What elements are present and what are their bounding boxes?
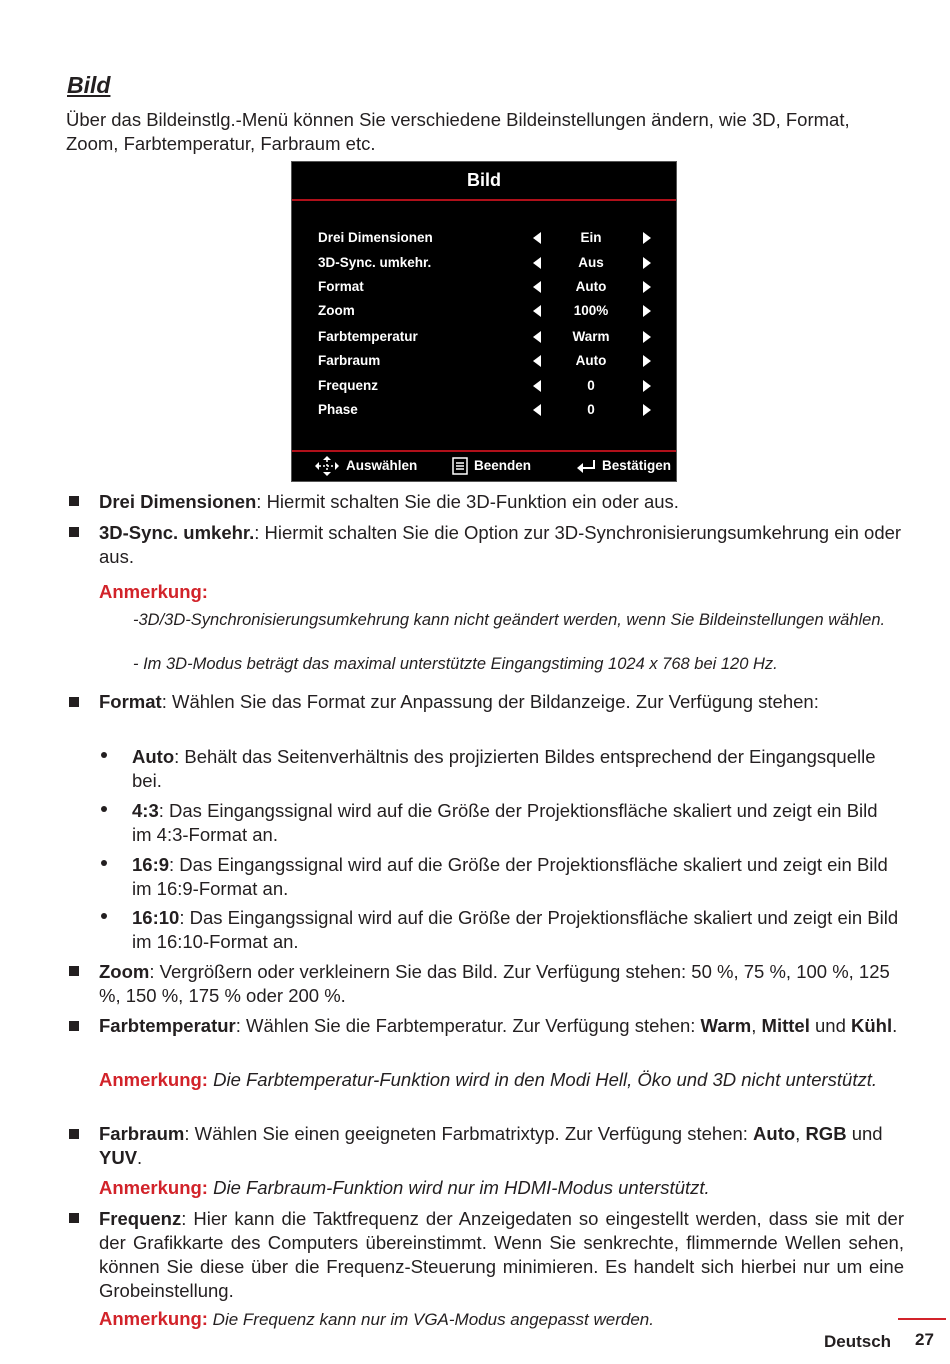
square-bullet-icon (69, 496, 79, 506)
round-bullet-icon (101, 752, 107, 758)
square-bullet-icon (69, 1129, 79, 1139)
item-frequenz: Frequenz: Hier kann die Taktfrequenz der Anzeigedaten so eingestellt werden, dass sie mit der der Grafikkarte des Computers übereinstimmt. Wenn Sie senkrechte, flimmernde Wellen sehen, können Sie diese über die Frequenz-Steuerung minimieren. Es handelt sich hierbei nur um eine Grobeinstellung. (99, 1208, 904, 1301)
footer-language: Deutsch (824, 1332, 892, 1351)
item-drei-dimensionen (99, 490, 904, 514)
osd-row-label: Farbtemperatur (318, 329, 418, 344)
intro-paragraph: Über das Bildeinstlg.-Menü können Sie verschiedene Bildeinstellungen ändern, wie 3D, Format, Zoom, Farbtemperatur, Farbraum etc. (66, 109, 850, 154)
note-text: -3D/3D-Synchronisierungsumkehrung kann nicht geändert werden, wenn Sie Bildeinstellungen wählen. (133, 611, 886, 629)
item-farbtemperatur: Farbtemperatur: Wählen Sie die Farbtemperatur. Zur Verfügung stehen: Warm, Mittel und Kühl. (99, 1015, 898, 1036)
osd-menu-image (291, 161, 677, 482)
osd-row-value: Auto (575, 279, 607, 294)
osd-row-value: Warm (572, 329, 610, 344)
osd-footer-exit-label: Beenden (474, 458, 532, 473)
note-farbraum: Anmerkung: Die Farbraum-Funktion wird nur im HDMI-Modus unterstützt. (99, 1177, 710, 1198)
arrow-left-icon (533, 331, 541, 343)
square-bullet-icon (69, 966, 79, 976)
item-text: : Vergrößern oder verkleinern Sie das Bild. Zur Verfügung stehen: 50 %, 75 %, 100 %, 125 %, 150 %, 175 % oder 200 %. (99, 961, 890, 1006)
arrow-right-icon (643, 355, 651, 367)
osd-row-label: Drei Dimensionen (318, 230, 433, 245)
round-bullet-icon (101, 806, 107, 812)
osd-row-label: Zoom (318, 303, 355, 318)
osd-footer-select-label: Auswählen (346, 458, 418, 473)
footer-divider (898, 1318, 946, 1320)
square-bullet-icon (69, 697, 79, 707)
item-text: : Hiermit schalten Sie die Option zur 3D-Synchronisierungsumkehrung ein oder aus. (99, 522, 902, 567)
osd-footer-confirm (576, 456, 671, 476)
osd-row (292, 253, 676, 273)
arrow-right-icon (643, 257, 651, 269)
format-option: 4:3: Das Eingangssignal wird auf die Größe der Projektionsfläche skaliert und zeigt ein Bild im 4:3-Format an. (132, 800, 878, 845)
osd-row-label: 3D-Sync. umkehr. (318, 255, 432, 270)
format-option: Auto: Behält das Seitenverhältnis des projizierten Bildes entsprechend der Eingangsquelle bei. (132, 746, 876, 791)
osd-row-label: Farbraum (318, 353, 381, 368)
arrow-right-icon (643, 232, 651, 244)
osd-footer-exit (452, 456, 531, 476)
format-option: 16:9: Das Eingangssignal wird auf die Größe der Projektionsfläche skaliert und zeigt ein Bild im 16:9-Format an. (132, 854, 888, 899)
arrow-right-icon (643, 331, 651, 343)
osd-row-value: Auto (575, 353, 607, 368)
item-text: : Wählen Sie das Format zur Anpassung der Bildanzeige. Zur Verfügung stehen: (161, 691, 819, 712)
item-term: 3D-Sync. umkehr. (99, 522, 255, 543)
square-bullet-icon (69, 1021, 79, 1031)
item-term: Zoom (99, 961, 150, 982)
osd-row (292, 277, 676, 297)
item-text: : Hiermit schalten Sie die 3D-Funktion ein oder aus. (256, 491, 679, 512)
item-format (99, 690, 904, 714)
arrow-left-icon (533, 380, 541, 392)
note-heading: Anmerkung: (99, 581, 208, 602)
arrow-left-icon (533, 404, 541, 416)
item-zoom (99, 960, 904, 1008)
osd-row-label: Frequenz (318, 378, 379, 393)
page-number: 27 (915, 1330, 934, 1349)
menu-icon (452, 457, 468, 475)
osd-title: Bild (467, 170, 501, 190)
page-title: Bild (67, 72, 111, 98)
arrow-right-icon (643, 404, 651, 416)
arrow-right-icon (643, 281, 651, 293)
osd-row-value: 100% (573, 303, 609, 318)
osd-row (292, 301, 676, 321)
enter-icon (576, 459, 596, 473)
arrow-left-icon (533, 305, 541, 317)
osd-row (292, 376, 676, 396)
four-way-arrow-icon (314, 455, 340, 477)
note-frequenz: Anmerkung: Die Frequenz kann nur im VGA-Modus angepasst werden. (99, 1308, 654, 1329)
osd-row-value: 0 (587, 378, 595, 393)
arrow-left-icon (533, 281, 541, 293)
item-farbraum: Farbraum: Wählen Sie einen geeigneten Farbmatrixtyp. Zur Verfügung stehen: Auto, RGB und YUV. (99, 1123, 883, 1168)
item-3d-sync (99, 521, 904, 569)
arrow-right-icon (643, 305, 651, 317)
osd-row-label: Phase (318, 402, 358, 417)
osd-row (292, 327, 676, 347)
osd-divider (292, 199, 676, 201)
osd-footer-select (314, 456, 417, 476)
round-bullet-icon (101, 860, 107, 866)
osd-row-value: Ein (580, 230, 602, 245)
note-farbtemperatur: Anmerkung: Die Farbtemperatur-Funktion wird in den Modi Hell, Öko und 3D nicht unterstützt. (99, 1069, 877, 1090)
item-term: Format (99, 691, 162, 712)
osd-row (292, 228, 676, 248)
note-text: - Im 3D-Modus beträgt das maximal unterstützte Eingangstiming 1024 x 768 bei 120 Hz. (133, 655, 778, 673)
osd-row (292, 400, 676, 420)
osd-footer-confirm-label: Bestätigen (602, 458, 672, 473)
arrow-right-icon (643, 380, 651, 392)
arrow-left-icon (533, 355, 541, 367)
arrow-left-icon (533, 257, 541, 269)
round-bullet-icon (101, 913, 107, 919)
osd-divider (292, 450, 676, 452)
format-option: 16:10: Das Eingangssignal wird auf die Größe der Projektionsfläche skaliert und zeigt ein Bild im 16:10-Format an. (132, 907, 899, 952)
osd-row-value: 0 (587, 402, 595, 417)
square-bullet-icon (69, 527, 79, 537)
arrow-left-icon (533, 232, 541, 244)
square-bullet-icon (69, 1213, 79, 1223)
osd-row-label: Format (318, 279, 364, 294)
osd-row (292, 351, 676, 371)
item-term: Drei Dimensionen (99, 491, 257, 512)
osd-row-value: Aus (578, 255, 604, 270)
